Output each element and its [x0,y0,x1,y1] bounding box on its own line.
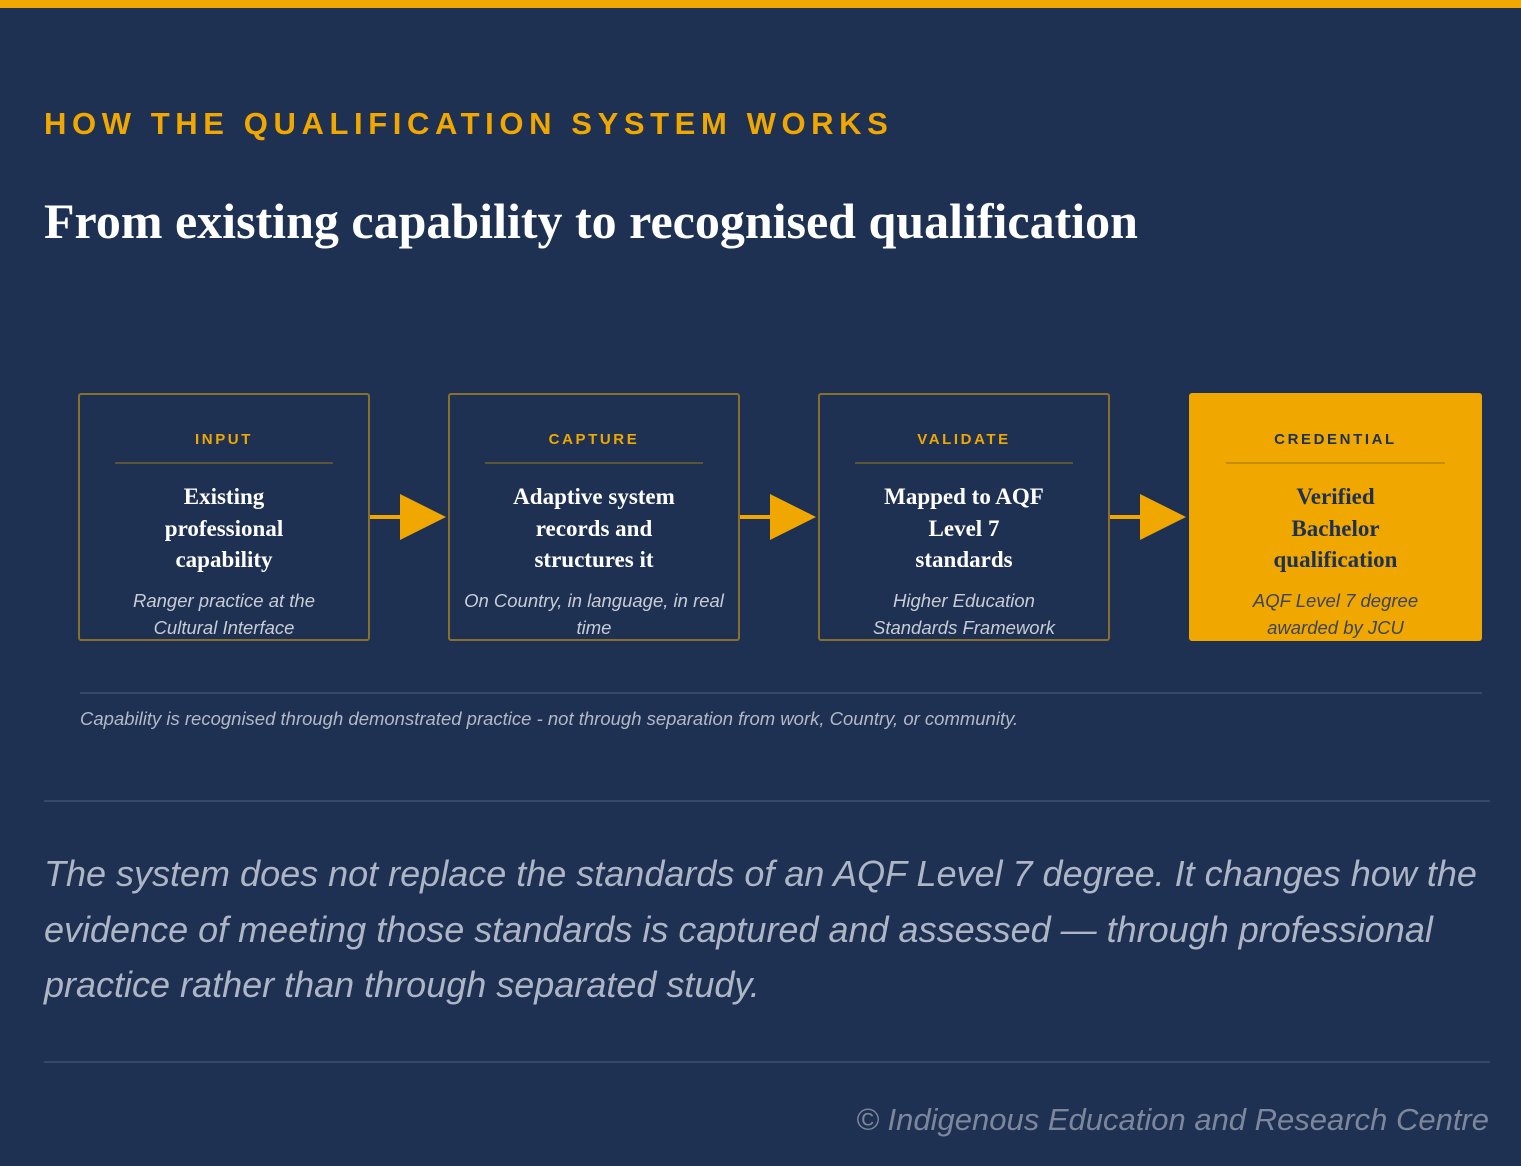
step-capture [448,393,740,641]
step-label: CAPTURE [548,431,640,448]
flow-arrow-icon [1110,494,1190,540]
step-heading: Existing professional capability [164,484,284,572]
section-divider [44,800,1490,802]
step-validate [818,393,1110,641]
step-heading: Verified Bachelor qualification [1273,484,1398,572]
step-description: AQF Level 7 degree awarded by JCU [1252,590,1419,638]
copyright-notice: © Indigenous Education and Research Centre [856,1102,1489,1137]
step-divider [485,462,703,464]
page-title: From existing capability to recognised qualification [44,193,1138,249]
step-label: VALIDATE [917,431,1011,448]
step-description: On Country, in language, in real time [464,590,724,638]
flow-arrow-icon [740,494,820,540]
step-description: Ranger practice at the Cultural Interface [132,590,316,638]
step-heading: Adaptive system records and structures it [513,484,675,572]
step-input [78,393,370,641]
step-heading: Mapped to AQF Level 7 standards [884,484,1044,572]
step-label: CREDENTIAL [1274,431,1397,448]
caption-divider [80,692,1482,694]
summary-quote: The system does not replace the standards of an AQF Level 7 degree. It changes how the evidence of meeting those standards is captured and assessed — through professional practice rather than through separated study. [44,853,1477,1005]
step-divider [115,462,333,464]
step-description: Higher Education Standards Framework [873,590,1055,638]
step-divider [1226,462,1445,464]
diagram-caption: Capability is recognised through demonstrated practice - not through separation from work, Country, or community. [80,708,1019,729]
top-accent-bar [0,0,1521,8]
step-credential [1189,393,1482,641]
step-label: INPUT [195,431,253,448]
flow-arrow-icon [370,494,450,540]
footer-divider [44,1061,1490,1063]
step-divider [855,462,1073,464]
section-eyebrow: HOW THE QUALIFICATION SYSTEM WORKS [44,106,894,141]
